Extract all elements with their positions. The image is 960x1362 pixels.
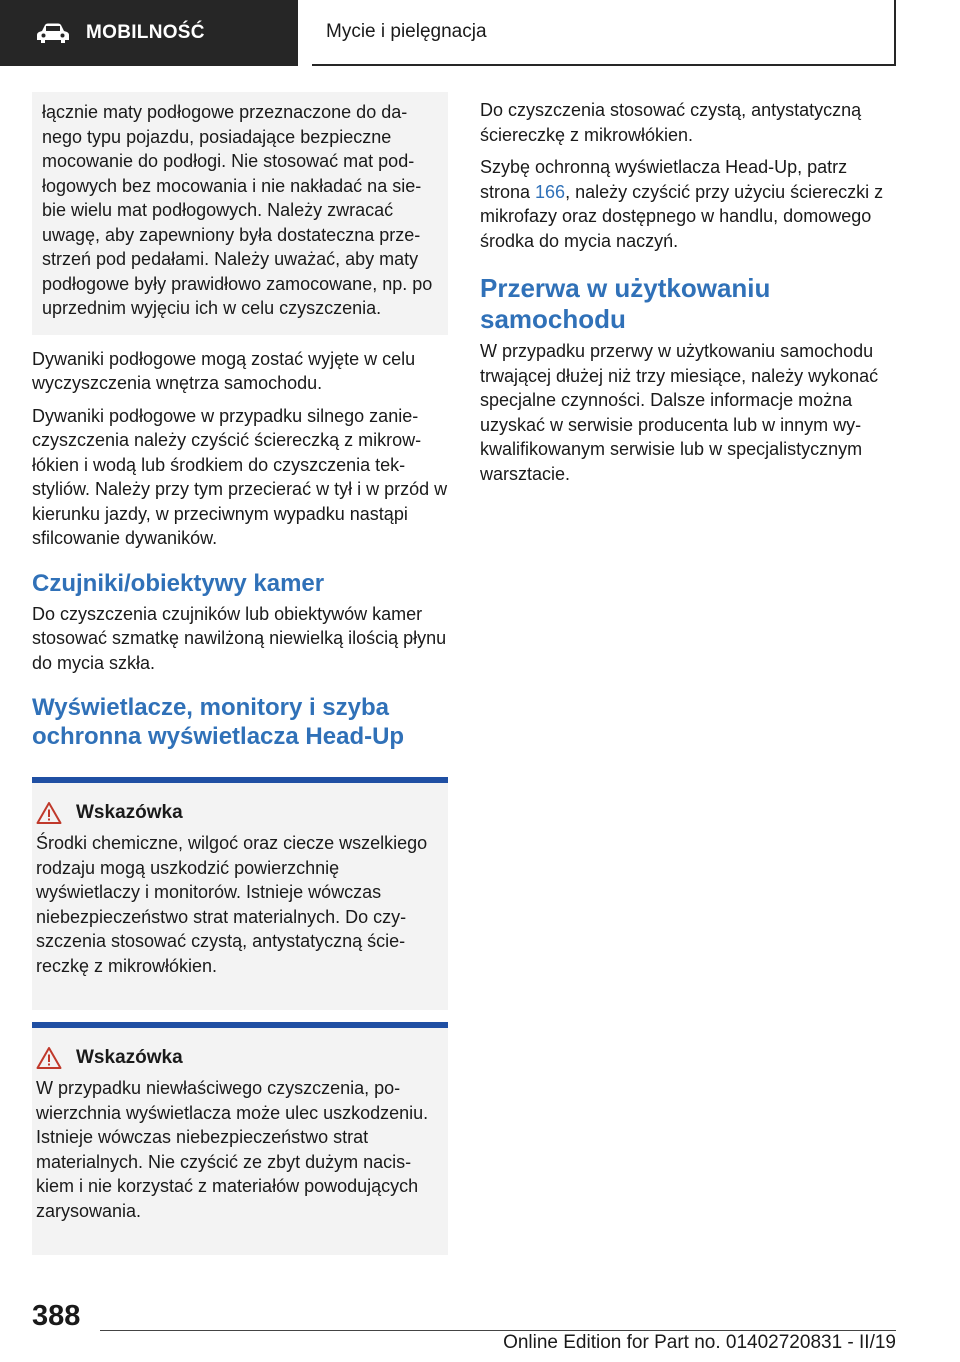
- chapter-title: Mycie i pielęgnacja: [312, 0, 896, 66]
- section-heading: Czujniki/obiektywy kamer: [32, 569, 325, 597]
- warning-title-text: Wskazówka: [76, 802, 183, 823]
- paragraph: [480, 155, 896, 253]
- paragraph-text: Szybę ochronną wyświetlacza Head-Up, patrz strona: [480, 157, 848, 202]
- paragraph: Dywaniki podłogowe w przypadku silnego zanieczyszczenia należy czyścić ściereczką z mikrowłókien i wodą lub środkiem do czyszczenia tekstyliów. Należy przy tym przecierać w tył i w przód w kierunku jazdy, w przeciwnym wypadku nastąpi sfilcowanie dywaników.: [32, 405, 448, 548]
- paragraph-text: , należy czyścić przy użyciu ściereczki z mikrofazy oraz dostępnego w handlu, domowego środka do mycia naczyń.: [480, 181, 884, 251]
- paragraph: Do czyszczenia stosować czystą, antystatyczną ściereczkę z mikrowłókien.: [480, 100, 862, 145]
- intro-box-text: łącznie maty podłogowe przeznaczone do danego typu pojazdu, posiadające bezpieczne mocowanie do podłogi. Nie stosować mat podłogowych bez mocowania i nie nakładać na siebie wielu mat podłogowych. Należy zwracać uwagę, aby zapewniony była dostateczna przestrzeń pod pedałami. Należy uważać, aby maty podłogowe były prawidłowo zamocowane, np. po uprzednim wyjęciu ich w celu czyszczenia.: [42, 102, 433, 318]
- intro-box: [32, 92, 448, 335]
- warning-title: [36, 801, 434, 825]
- paragraph: W przypadku przerwy w użytkowaniu samochodu trwającej dłużej niż trzy miesiące, należy wykonać specjalne czynności. Dalsze informacje można uzyskać w serwisie producenta lub w innym wykwalifikowanym serwisie lub w specjalistycznym warsztacie.: [480, 341, 879, 484]
- warning-text: Środki chemiczne, wilgoć oraz ciecze wszelkiego rodzaju mogą uszkodzić powierzchnię wyświetlaczy i monitorów. Istnieje wówczas niebezpieczeństwo strat materialnych. Do czyszczenia stosować czystą, antystatyczną ściereczkę z mikrowłókien.: [36, 833, 428, 976]
- page-reference-link[interactable]: 166: [535, 181, 566, 202]
- left-column: [32, 98, 448, 1267]
- right-column: [480, 98, 896, 494]
- car-icon: [36, 22, 70, 44]
- paragraph: Dywaniki podłogowe mogą zostać wyjęte w celu wyczyszczenia wnętrza samochodu.: [32, 348, 416, 393]
- header-section-tab[interactable]: [0, 0, 298, 66]
- warning-box: [32, 777, 448, 1010]
- edition-text: Online Edition for Part no. 01402720831 - II/19: [503, 1332, 896, 1353]
- page-number: 388: [32, 1300, 81, 1332]
- warning-title-text: Wskazówka: [76, 1047, 183, 1068]
- section-name: MOBILNOŚĆ: [86, 22, 205, 43]
- footer-divider: [100, 1330, 896, 1331]
- warning-triangle-icon: [36, 801, 62, 825]
- warning-text: W przypadku niewłaściwego czyszczenia, powierzchnia wyświetlacza może ulec uszkodzeniu. Istnieje wówczas niebezpieczeństwo strat materialnych. Nie czyścić ze zbyt dużym naciskiem i nie korzystać z materiałów powodujących zarysowania.: [36, 1078, 429, 1221]
- warning-box: [32, 1022, 448, 1255]
- warning-triangle-icon: [36, 1046, 62, 1070]
- section-heading: Wyświetlacze, monitory i szyba ochronna wyświetlacza Head-Up: [32, 694, 405, 750]
- section-heading: Przerwa w użytkowaniu samochodu: [480, 273, 771, 334]
- warning-title: [36, 1046, 434, 1070]
- paragraph: Do czyszczenia czujników lub obiektywów kamer stosować szmatkę nawilżoną niewielką ilością płynu do mycia szkła.: [32, 603, 447, 673]
